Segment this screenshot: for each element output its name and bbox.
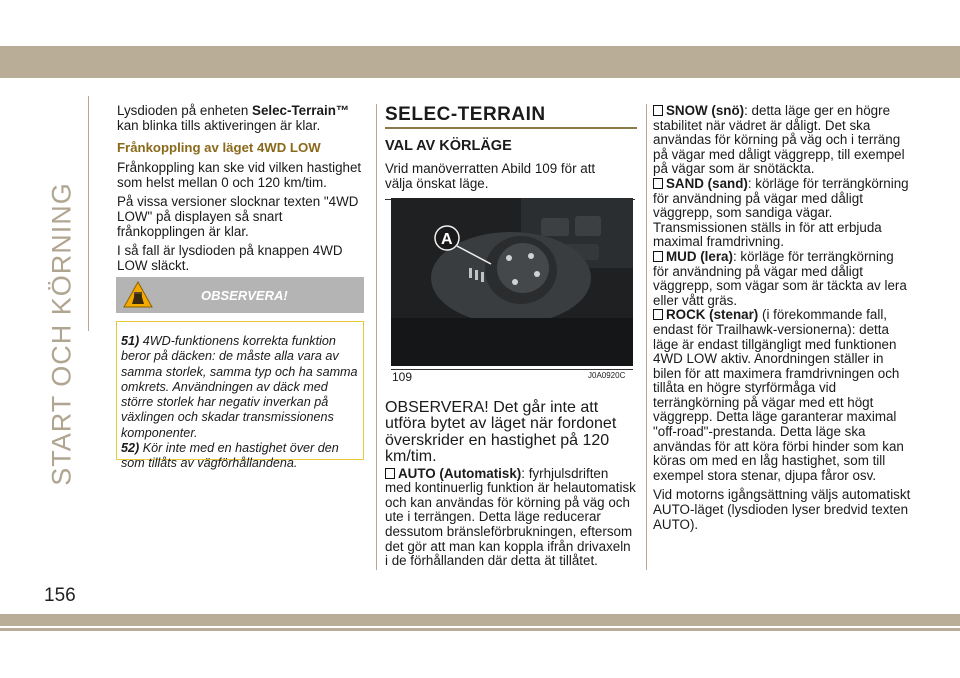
snow-mode-icon: [653, 105, 663, 116]
knob-mode-icon-2: [528, 253, 534, 259]
mud-mode-paragraph: [653, 250, 913, 308]
terrain-selector-figure: [391, 198, 633, 366]
snow-mode-paragraph: [653, 104, 913, 177]
note-51-text: 4WD-funktionens korrekta funktion beror på däcken: de måste alla vara av samma storlek, samma typ och ha samma omkrets. Användningen av däck med större storlek har negativ inverkan på växlingen och skadar transmissionens komponenter.: [121, 334, 358, 440]
rock-mode-icon: [653, 309, 663, 320]
auto-default-paragraph: Vid motorns igångsättning väljs automatiskt AUTO-läget (lysdioden lyser bredvid texten AUTO).: [653, 487, 911, 532]
intro-paragraph: Vrid manöverratten Abild 109 för att välja önskat läge.: [385, 161, 596, 191]
led-text-post: kan blinka tills aktiveringen är klar.: [117, 117, 321, 133]
auto-mode-label: AUTO (Automatisk): [398, 465, 522, 481]
switch-button-1: [541, 218, 569, 236]
button-led-paragraph: I så fall är lysdioden på knappen 4WD LOW släckt.: [117, 243, 343, 273]
middle-column: [385, 104, 637, 200]
section-subtitle: VAL AV KÖRLÄGE: [385, 138, 512, 154]
header-band: [0, 46, 960, 78]
warning-title: OBSERVERA!: [201, 288, 288, 303]
sand-mode-icon: [653, 178, 663, 189]
disengage-heading: Frånkoppling av läget 4WD LOW: [117, 140, 321, 156]
snow-mode-text: : detta läge ger en högre stabilitet när vädret är dåligt. Det ska användas för körning på väg och i terräng på vägar med dåligt väggrepp, till exempel på vägar som är snötäckta.: [653, 103, 905, 177]
warning-box: [116, 321, 364, 471]
mud-mode-icon: [653, 251, 663, 262]
warning-icon: [122, 280, 154, 310]
knob-mode-icon-1: [506, 255, 512, 261]
auto-mode-text: : fyrhjulsdriften med kontinuerlig funktion är helautomatisk och kan användas för körning på väg och ute i terrängen. Detta läge reducerar dessutom bränsleförbrukningen, eftersom det gör att man kan koppla ifrån drivaxeln i de förhållanden där detta ät tillåtet.: [385, 465, 636, 569]
section-title: SELEC-TERRAIN: [385, 104, 546, 125]
middle-column-lower: [385, 400, 637, 569]
warning-notes: [121, 334, 363, 472]
left-column: [117, 104, 367, 273]
auto-mode-icon: [385, 468, 395, 479]
right-column: [653, 104, 913, 532]
mud-mode-text: : körläge för terrängkörning för användning på vägar med dåligt väggrepp, som vägar som är täckta av lera eller vått gräs.: [653, 248, 907, 308]
switch-button-2: [575, 216, 601, 236]
column-divider-1: [376, 104, 377, 570]
figure-bottom-rule: [391, 369, 633, 370]
knob-mode-icon-4: [512, 279, 518, 285]
note-51-number: 51): [121, 334, 140, 348]
observe-paragraph: OBSERVERA! Det går inte att utföra bytet av läget när fordonet överskrider en hastighet på 120 km/tim.: [385, 399, 617, 466]
rock-mode-text: (i förekommande fall, endast för Trailhawk-versionerna): detta läge är endast tillgängligt med funktionen 4WD LOW aktiv. Anordningen ställer in bilen för att maximera framdrivningen och tillåta en högre styrförmåga vid terrängkörning på vägar med ett högt väggrepp. Detta läge garanterar maximal "off-road"-prestanda. Detta läge ska användas för att köra förbi hinder som kan köras om med en låg hastighet, som till exempel stora stenar, djupa fåror osv.: [653, 307, 904, 483]
led-paragraph: [117, 104, 367, 133]
sand-mode-paragraph: [653, 177, 913, 250]
snow-mode-label: SNOW (snö): [666, 103, 745, 118]
callout-a-label: A: [441, 231, 453, 248]
mud-mode-label: MUD (lera): [666, 248, 733, 264]
sand-mode-text: : körläge för terrängkörning för användning på vägar med dåligt väggrepp, som sandiga vägar. Transmissionen ställs in för att erbjuda maximal framdrivning.: [653, 175, 909, 250]
led-text-pre: Lysdioden på enheten: [117, 103, 253, 118]
warning-header: [116, 277, 364, 313]
section-side-title: START OCH KÖRNING: [46, 182, 77, 486]
figure-code: J0A0920C: [588, 371, 626, 380]
note-52-number: 52): [121, 441, 140, 456]
rock-mode-label: ROCK (stenar): [666, 307, 759, 323]
knob-mode-icon-3: [534, 271, 540, 277]
disengage-paragraph: Frånkoppling kan ske vid vilken hastighet som helst mellan 0 och 120 km/tim.: [117, 160, 362, 190]
rock-mode-paragraph: [653, 308, 913, 483]
left-margin-divider: [88, 96, 89, 331]
auto-mode-paragraph: [385, 467, 637, 569]
led-text-bold: Selec-Terrain™: [252, 103, 350, 118]
note-52-text: Kör inte med en hastighet över den som tillåts av vägförhållandena.: [121, 441, 339, 471]
footer-band: [0, 614, 960, 626]
sand-mode-label: SAND (sand): [666, 175, 748, 191]
dashboard-knob-illustration: [391, 198, 633, 366]
column-divider-2: [646, 104, 647, 570]
display-paragraph: På vissa versioner slocknar texten "4WD LOW" på displayen så snart frånkopplingen är klar.: [117, 194, 359, 239]
footer-line: [0, 628, 960, 631]
title-rule: [385, 127, 637, 129]
figure-number: 109: [392, 370, 413, 384]
page-number: 156: [44, 585, 76, 606]
